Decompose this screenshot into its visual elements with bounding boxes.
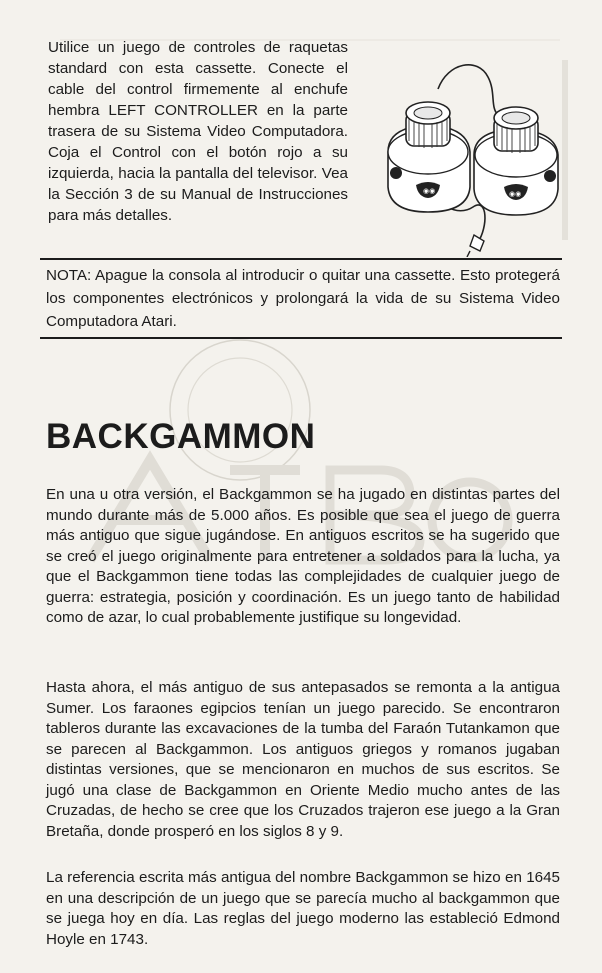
section-heading: BACKGAMMON — [46, 417, 316, 456]
svg-text:◉◉: ◉◉ — [423, 187, 436, 195]
note-paragraph: NOTA: Apague la consola al introducir o quitar una cassette. Esto protegerá los componentes electrónicos y prolongará la vida de su Sistema Video Computadora Atari. — [46, 267, 560, 330]
note-bottom-rule — [40, 337, 562, 339]
intro-section — [48, 37, 560, 257]
body-paragraph: En una u otra versión, el Backgammon se ha jugado en distintas partes del mundo durante más de 5.000 años. Es posible que sea el juego de guerra más antiguo que sigue jugándose. En antiguos escritos se ha sugerido que se creó el juego originalmente para entretener a soldados para la lucha, ya que el Backgammon tiene todas las complejidades de cualquier juego de guerra: estrategia, posición y coordinación. Es un juego tanto de habilidad como de azar, lo cual probablemente justifique su longevidad. — [46, 486, 560, 626]
body-paragraph: La referencia escrita más antigua del nombre Backgammon se hizo en 1645 en una descripción de un juego que se parecía mucho al backgammon que se juega hoy en día. Las reglas del juego moderno las estableció Edmond Hoyle en 1743. — [46, 869, 560, 948]
paddle-controllers-icon — [378, 57, 568, 257]
body-paragraph: Hasta ahora, el más antiguo de sus antepasados se remonta a la antigua Sumer. Los faraones egipcios tenían un juego parecido. Se encontraron tableros durante las excavaciones de la tumba del Faraón Tutankamon que se parecen al Backgammon. Los antiguos griegos y romanos jugaban distintas versiones, que se mencionaron en muchos de sus escritos. Se jugó una clase de Backgammon en Oriente Medio mucho antes de las Cruzadas, de hecho se cree que los Cruzados trajeron ese juego a la Gran Bretaña, donde prosperó en los siglos 8 y 9. — [46, 679, 560, 840]
note-top-rule — [40, 258, 562, 260]
svg-text:◉◉: ◉◉ — [509, 190, 522, 198]
intro-paragraph: Utilice un juego de controles de raquetas standard con esta cassette. Conecte el cable del control firmemente al enchufe hembra LEFT CONTROLLER en la parte trasera de su Sistema Video Computadora. Coja el Control con el botón rojo a su izquierda, hacia la pantalla del televisor. Vea la Sección 3 de su Manual de Instrucciones para más detalles. — [48, 39, 348, 224]
